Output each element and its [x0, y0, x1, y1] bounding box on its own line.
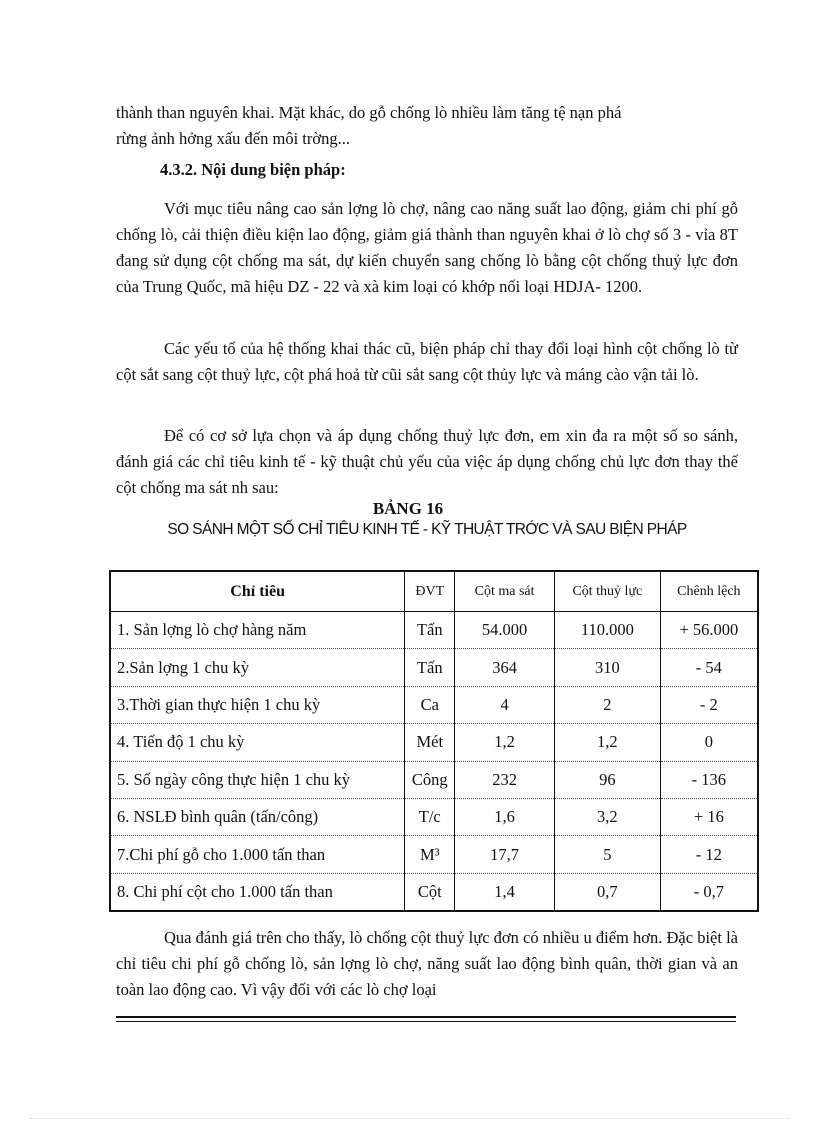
paragraph-comparison-intro	[116, 423, 738, 501]
cell-indicator: 5. Số ngày công thực hiện 1 chu kỳ	[110, 761, 405, 798]
cell-indicator: 7.Chi phí gỗ cho 1.000 tấn than	[110, 836, 405, 873]
header-indicator: Chỉ tiêu	[110, 571, 405, 612]
table-row	[110, 836, 758, 873]
cell-hydraulic: 5	[554, 836, 660, 873]
cell-friction: 17,7	[455, 836, 555, 873]
cell-friction: 364	[455, 649, 555, 686]
footer-rule-thin	[116, 1021, 736, 1022]
footer-rule-thick	[116, 1016, 736, 1018]
cell-hydraulic: 3,2	[554, 798, 660, 835]
cell-unit: Tấn	[405, 612, 455, 649]
cell-difference: - 54	[660, 649, 758, 686]
header-friction-prop: Cột ma sát	[455, 571, 555, 612]
table-row	[110, 686, 758, 723]
cell-difference: - 2	[660, 686, 758, 723]
cell-unit: Công	[405, 761, 455, 798]
cell-difference: - 12	[660, 836, 758, 873]
cell-indicator: 4. Tiến độ 1 chu kỳ	[110, 724, 405, 761]
cell-unit: Ca	[405, 686, 455, 723]
table-row	[110, 649, 758, 686]
cell-unit: Mét	[405, 724, 455, 761]
cell-friction: 4	[455, 686, 555, 723]
cell-hydraulic: 110.000	[554, 612, 660, 649]
cell-hydraulic: 310	[554, 649, 660, 686]
cell-hydraulic: 96	[554, 761, 660, 798]
cell-indicator: 1. Sản lợng lò chợ hàng năm	[110, 612, 405, 649]
table-row	[110, 761, 758, 798]
header-difference: Chênh lệch	[660, 571, 758, 612]
cell-indicator: 8. Chi phí cột cho 1.000 tấn than	[110, 873, 405, 911]
cell-unit: Cột	[405, 873, 455, 911]
table-row	[110, 798, 758, 835]
cell-indicator: 6. NSLĐ bình quân (tấn/công)	[110, 798, 405, 835]
cell-unit: M³	[405, 836, 455, 873]
cell-difference: 0	[660, 724, 758, 761]
cell-difference: + 56.000	[660, 612, 758, 649]
cell-friction: 1,6	[455, 798, 555, 835]
paragraph-comparison-intro-text: Để có cơ sở lựa chọn và áp dụng chống thuỷ lực đơn, em xin đa ra một số so sánh, đánh giá các chỉ tiêu kinh tế - kỹ thuật chủ yếu của việc áp dụng chống chủ lực đơn thay thế cột chống ma sát nh sau:	[116, 426, 738, 497]
table-subtitle: SO SÁNH MỘT SỐ CHỈ TIÊU KINH TẾ - KỸ THUẬT TRỚC VÀ SAU BIỆN PHÁP	[167, 521, 687, 538]
cell-hydraulic: 1,2	[554, 724, 660, 761]
table-header-row	[110, 571, 758, 612]
cell-friction: 232	[455, 761, 555, 798]
intro-line-2: rừng ảnh hởng xấu đến môi trờng...	[116, 129, 350, 148]
cell-hydraulic: 2	[554, 686, 660, 723]
section-heading: 4.3.2. Nội dung biện pháp:	[160, 160, 346, 179]
cell-hydraulic: 0,7	[554, 873, 660, 911]
table-row	[110, 612, 758, 649]
cell-friction: 1,2	[455, 724, 555, 761]
paragraph-objective-text: Với mục tiêu nâng cao sản lợng lò chợ, nâng cao năng suất lao động, giảm chi phí gỗ chống lò, cải thiện điều kiện lao động, giảm giá thành than nguyên khai ở lò chợ số 3 - vỉa 8T đang sử dụng cột chống ma sát, dự kiến chuyển sang chống lò bằng cột chống thuỷ lực đơn của Trung Quốc, mã hiệu DZ - 22 và xà kim loại có khớp nối loại HDJA- 1200.	[116, 199, 738, 296]
table-row	[110, 724, 758, 761]
cell-unit: Tấn	[405, 649, 455, 686]
cell-friction: 54.000	[455, 612, 555, 649]
paragraph-factors-text: Các yếu tố của hệ thống khai thác cũ, biện pháp chỉ thay đổi loại hình cột chống lò từ cột sắt sang cột thuỷ lực, cột phá hoả từ cũi sắt sang cột thủy lực và máng cào vận tải lò.	[116, 339, 738, 384]
comparison-table	[109, 570, 759, 912]
header-unit: ĐVT	[405, 571, 455, 612]
cell-indicator: 2.Sản lợng 1 chu kỳ	[110, 649, 405, 686]
cell-difference: - 136	[660, 761, 758, 798]
page-bottom-dotted-line	[30, 1118, 790, 1119]
header-hydraulic-prop: Cột thuỷ lực	[554, 571, 660, 612]
paragraph-conclusion-text: Qua đánh giá trên cho thấy, lò chống cột thuỷ lực đơn có nhiều u điểm hơn. Đặc biệt là chỉ tiêu chi phí gỗ chống lò, sản lợng lò chợ, năng suất lao động bình quân, thời gian và an toàn lao động cao. Vì vậy đối với các lò chợ loại	[116, 928, 738, 999]
intro-line-1: thành than nguyên khai. Mặt khác, do gỗ chống lò nhiều làm tăng tệ nạn phá	[116, 103, 622, 122]
paragraph-conclusion	[116, 925, 738, 1003]
cell-difference: + 16	[660, 798, 758, 835]
cell-difference: - 0,7	[660, 873, 758, 911]
cell-friction: 1,4	[455, 873, 555, 911]
table-title: BẢNG 16	[372, 499, 444, 518]
cell-indicator: 3.Thời gian thực hiện 1 chu kỳ	[110, 686, 405, 723]
table-row	[110, 873, 758, 911]
paragraph-objective	[116, 196, 738, 300]
paragraph-factors	[116, 336, 738, 388]
cell-unit: T/c	[405, 798, 455, 835]
